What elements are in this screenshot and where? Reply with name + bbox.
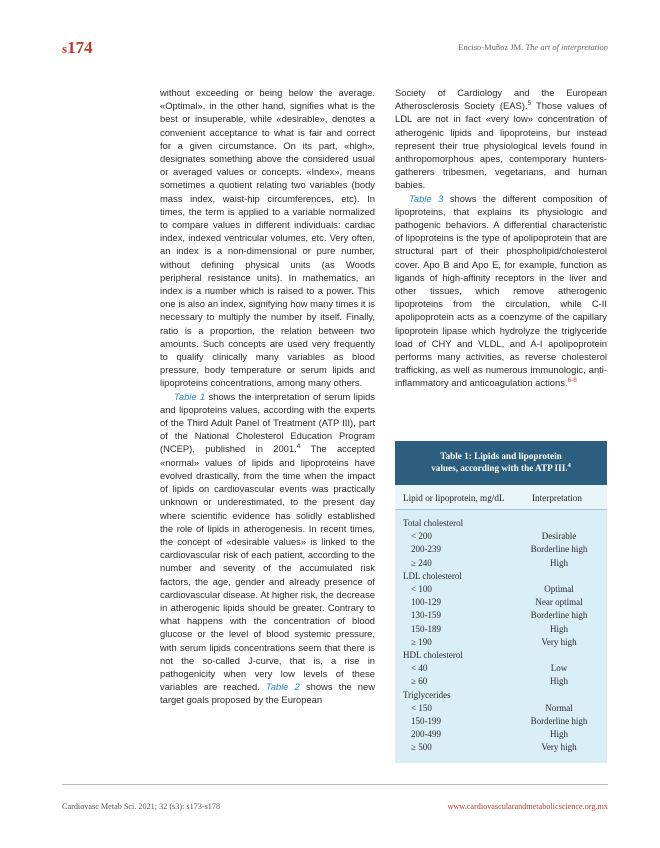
right-paragraph-1-text-b: Those values of LDL are not in fact «very low» concentration of atherogenic lipids and lipoproteins, bur instead represent their true physiological levels found in anthropomorphous apes, contemporary hunters-gatherers tribesmen, vegetarians, and human babies.: [395, 100, 607, 191]
table-cell-level: 150-199: [411, 716, 441, 727]
table-1-link[interactable]: Table 1: [174, 390, 206, 402]
left-column: [160, 86, 375, 707]
table-row: [403, 557, 599, 570]
table-row: [403, 609, 599, 622]
table-1-col-lipid: Lipid or lipoprotein, mg/dL: [403, 493, 505, 503]
page-number-prefix: s: [62, 41, 68, 56]
footer-website-link[interactable]: www.cardiovascularandmetabolicscience.org.mx: [447, 802, 608, 811]
table-cell-level: < 150: [411, 702, 432, 713]
table-1-header: [395, 485, 607, 510]
table-cell-level: < 200: [411, 531, 432, 542]
table-cell-interpretation: Near optimal: [535, 597, 583, 608]
table-cell-level: < 100: [411, 584, 432, 595]
table-row: [403, 741, 599, 754]
table-cell-level: ≥ 60: [411, 676, 428, 687]
table-cell-level: ≥ 500: [411, 742, 432, 753]
table-cell-interpretation: [519, 517, 599, 530]
table-row: [403, 728, 599, 741]
table-group-row: [403, 570, 599, 583]
table-row: [403, 662, 599, 675]
left-paragraph-2-text-a: shows the interpretation of serum lipids and lipoproteins values, according with the experts of the Third Adult Panel of Treatment (ATP III), part of the National Cholesterol Education Program (NCEP), published in 2001.: [160, 390, 375, 455]
table-cell-level: ≥ 240: [411, 557, 432, 568]
table-1-caption-line-1: Table 1: Lipids and lipoprotein: [440, 451, 562, 461]
table-cell-interpretation: Very high: [541, 636, 577, 647]
table-cell-level: LDL cholesterol: [403, 570, 462, 581]
right-column: [395, 86, 607, 390]
left-paragraph-2-text-b: The accepted «normal» values of lipids and lipoproteins have evolved drastically, from the time when the impact of lipids on cardiovascular events was practically unknown or underestimated, to the present day where scientific evidence has solidly established the role of lipids in atherogenesis. In recent times, the concept of «desirable values» is linked to the cardiovascular risk of each patient, according to the number and severity of the accumulated risk factors, the age, gender and already presence of cardiovascular disease. At higher risk, the decrease in atherogenic lipids should be greater. Contrary to what happens with the concentration of blood glucose or the level of blood systemic pressure, with serum lipids concentrations seem that there is not the so-called J-curve, that is, a rise in pathogenicity when very low levels of these variables are reached.: [160, 443, 375, 693]
table-1-body: [395, 510, 607, 755]
table-cell-interpretation: Optimal: [544, 584, 574, 595]
table-row: [403, 702, 599, 715]
table-cell-level: Total cholesterol: [403, 518, 464, 528]
table-1-col-interpretation: Interpretation: [532, 493, 582, 503]
citation-sup: 4: [296, 443, 301, 451]
table-cell-interpretation: High: [550, 623, 568, 634]
table-cell-level: 200-239: [411, 544, 441, 555]
page-number: [62, 38, 93, 58]
table-1-caption-line-2: values, according with the ATP III.: [431, 463, 568, 473]
table-cell-level: ≥ 190: [411, 636, 432, 647]
table-row: [403, 530, 599, 543]
table-cell-interpretation: Low: [550, 663, 568, 674]
table-cell-interpretation: [519, 570, 599, 583]
table-cell-interpretation: [519, 689, 599, 702]
table-cell-interpretation: Very high: [541, 742, 577, 753]
right-paragraph-1: [395, 86, 607, 192]
left-paragraph-2-text-c: shows the new target goals proposed by the European: [160, 681, 375, 706]
citation-sup: 5: [527, 100, 532, 108]
page-number-value: 174: [67, 38, 93, 57]
footer-citation: Cardiovasc Metab Sci. 2021; 32 (s3): s173-s178: [62, 802, 221, 811]
table-cell-level: 150-189: [411, 623, 441, 634]
running-head-title: The art of interpretation: [525, 42, 608, 52]
table-cell-level: < 40: [411, 663, 428, 674]
table-cell-interpretation: Normal: [545, 702, 573, 713]
table-cell-interpretation: Borderline high: [530, 610, 588, 621]
table-row: [403, 675, 599, 688]
table-row: [403, 623, 599, 636]
table-row: [403, 583, 599, 596]
citation-sup: 4: [567, 461, 571, 469]
left-paragraph-1: without exceeding or being below the average. «Optimal», in the other hand, signifies what is the best or insuperable, while «desirable», denotes a convenient acceptance to what is fair and correct for a given circumstance. On its part, «high», designates something above the considered usual or averaged values or concepts. «Index», means sometimes a quotient relating two variables (body mass index, waist-hip circumferences, etc). In times, the term is applied to a variable normalized to compare values in different individuals: cardiac index, indexed ventricular volumes, etc. Very often, an index is a non-dimensional or pure number, without defining physical units (as Woods peripheral resistance units). In mathematics, an index is a number which is raised to a power. This one is also an index, signifying how many times it is necessary to multiply the number by itself. Finally, ratio is a proportion, the relation between two amounts. Such concepts are used very frequently to qualify clinically many variables as blood pressure, body temperature or serum lipids and lipoproteins concentrations, among many others.: [160, 87, 375, 389]
table-cell-interpretation: Borderline high: [530, 716, 588, 727]
table-cell-level: 200-499: [411, 729, 441, 740]
table-row: [403, 543, 599, 556]
table-cell-level: 100-129: [411, 597, 441, 608]
table-3-link[interactable]: Table 3: [409, 192, 444, 204]
table-row: [403, 636, 599, 649]
right-paragraph-2-text: shows the different composition of lipoproteins, that explains its physiologic and pathogenic behaviors. A differential characteristic of lipoproteins is the type of apolipoprotein that are structural part of their phospholipid/cholesterol cover. Apo B and Apo E, for example, function as ligands of high-affinity receptors in the liver and other tissues, which remove atherogenic lipoproteins from the circulation, while C-II apolipoprotein acts as a coenzyme of the capillary lipoprotein lipase which hydrolyze the triglyceride load of CHY and VLDL, and A-I apolipoprotein performs many activities, as reverse cholesterol trafficking, as well as numerous immunologic, anti-inflammatory and anticoagulation actions.: [395, 192, 607, 389]
table-1: [395, 441, 607, 763]
left-paragraph-2: [160, 390, 375, 707]
table-2-link[interactable]: Table 2: [265, 681, 300, 693]
table-cell-interpretation: [519, 649, 599, 662]
table-row: [403, 715, 599, 728]
table-row: [403, 596, 599, 609]
right-paragraph-1-text-a: Society of Cardiology and the European Atherosclerosis Society (EAS).: [395, 87, 607, 112]
table-cell-interpretation: High: [550, 729, 568, 740]
running-head-authors: Enciso-Muñoz JM.: [458, 42, 524, 52]
right-paragraph-2: [395, 192, 607, 390]
table-group-row: [403, 649, 599, 662]
table-cell-level: HDL cholesterol: [403, 650, 463, 661]
table-group-row: [403, 517, 599, 530]
table-cell-interpretation: High: [550, 676, 568, 687]
running-head: [458, 42, 608, 52]
table-cell-interpretation: High: [550, 557, 568, 568]
table-1-caption: [395, 441, 607, 485]
table-cell-interpretation: Desirable: [541, 531, 577, 542]
table-cell-interpretation: Borderline high: [530, 544, 588, 555]
table-cell-level: Triglycerides: [403, 689, 451, 700]
table-cell-level: 130-159: [411, 610, 441, 621]
citation-sup: 6-8: [567, 377, 577, 385]
footer-divider: [62, 784, 608, 785]
table-group-row: [403, 689, 599, 702]
